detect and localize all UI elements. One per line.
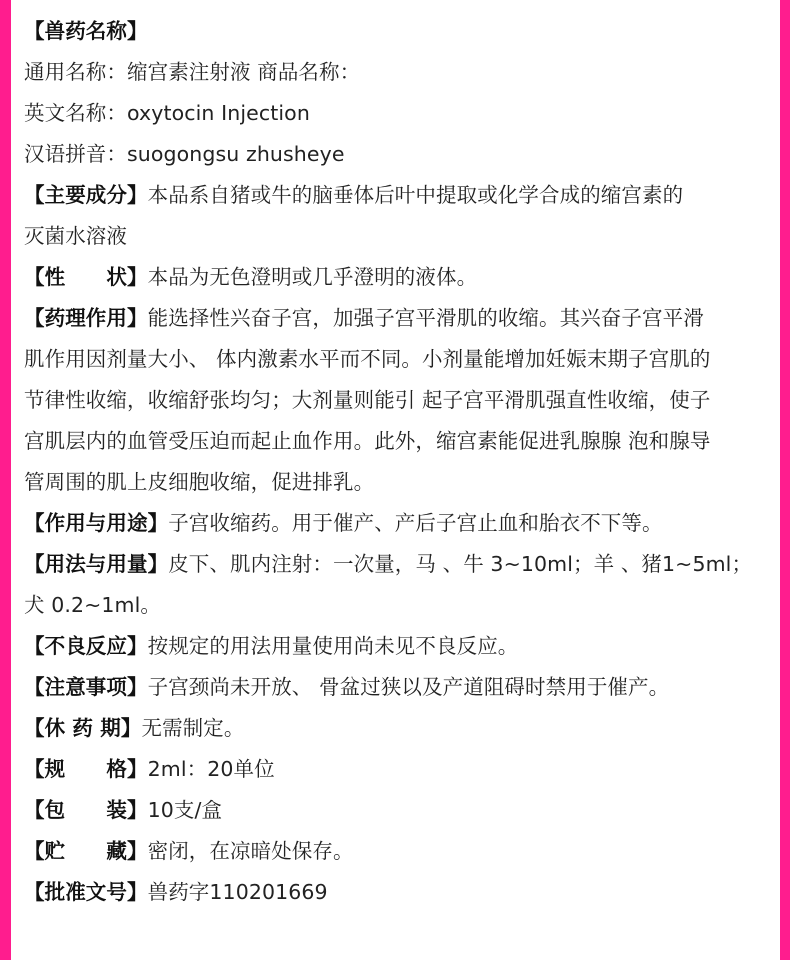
pinyin-label: 汉语拼音： [24,142,127,166]
storage-line [24,831,750,872]
indications-value: 子宫收缩药。用于催产、产后子宫止血和胎衣不下等。 [168,511,663,535]
english-name-label: 英文名称： [24,101,127,125]
composition-text-1: 本品系自猪或牛的脑垂体后叶中提取或化学合成的缩宫素的 [147,183,684,207]
pharmacology-text-4: 宫肌层内的血管受压迫而起止血作用。此外，缩宫素能促进乳腺腺 泡和腺导 [24,429,711,453]
appearance-value: 本品为无色澄明或几乎澄明的液体。 [147,265,478,289]
package-line [24,790,750,831]
withdrawal-line [24,708,750,749]
generic-name-value: 缩宫素注射液 商品名称： [127,60,361,84]
drug-instructions [24,11,753,913]
adverse-reactions-label: 【不良反应】 [24,634,148,658]
english-name-value: oxytocin Injection [127,101,310,125]
pharmacology-text-3: 节律性收缩，收缩舒张均匀；大剂量则能引 起子宫平滑肌强直性收缩，使子 [24,388,711,412]
precautions-line [24,667,750,708]
specification-label: 【规 格】 [24,757,148,781]
right-pink-border [780,0,790,960]
composition-line-1 [24,175,750,216]
generic-name-line [24,52,750,93]
appearance-line [24,257,750,298]
withdrawal-label: 【休 药 期】 [24,716,142,740]
indications-line [24,503,750,544]
pharmacology-line-5 [24,462,750,503]
storage-value: 密闭，在凉暗处保存。 [147,839,354,863]
pharmacology-text-2: 肌作用因剂量大小、 体内激素水平而不同。小剂量能增加妊娠末期子宫肌的 [24,347,711,371]
pharmacology-line-3 [24,380,750,421]
left-pink-border [0,0,11,960]
pharmacology-text-1: 能选择性兴奋子宫，加强子宫平滑肌的收缩。其兴奋子宫平滑 [147,306,704,330]
appearance-label: 【性 状】 [24,265,148,289]
english-name-line [24,93,750,134]
adverse-reactions-line [24,626,750,667]
package-label: 【包 装】 [24,798,148,822]
indications-label: 【作用与用途】 [24,511,169,535]
pharmacology-text-5: 管周围的肌上皮细胞收缩，促进排乳。 [24,470,375,494]
dosage-line-1 [24,544,753,585]
specification-value: 2ml：20单位 [147,757,275,781]
pinyin-value: suogongsu zhusheye [127,142,345,166]
section-title-line [24,11,750,52]
storage-label: 【贮 藏】 [24,839,148,863]
specification-line [24,749,750,790]
composition-label: 【主要成分】 [24,183,148,207]
dosage-label: 【用法与用量】 [24,552,169,576]
composition-line-2 [24,216,750,257]
pharmacology-label: 【药理作用】 [24,306,148,330]
dosage-text-2: 犬 0.2~1ml。 [24,593,162,617]
section-title: 【兽药名称】 [24,19,148,43]
adverse-reactions-value: 按规定的用法用量使用尚未见不良反应。 [147,634,519,658]
dosage-line-2 [24,585,750,626]
dosage-text-1: 皮下、肌内注射：一次量，马 、牛 3~10ml；羊 、猪1~5ml； [168,552,753,576]
package-value: 10支/盒 [147,798,223,822]
precautions-label: 【注意事项】 [24,675,148,699]
pinyin-line [24,134,750,175]
withdrawal-value: 无需制定。 [141,716,245,740]
generic-name-label: 通用名称： [24,60,127,84]
pharmacology-line-2 [24,339,750,380]
approval-line [24,872,750,913]
approval-label: 【批准文号】 [24,880,148,904]
approval-value: 兽药字110201669 [147,880,328,904]
pharmacology-line-1 [24,298,750,339]
pharmacology-line-4 [24,421,750,462]
precautions-value: 子宫颈尚未开放、 骨盆过狭以及产道阻碍时禁用于催产。 [147,675,670,699]
composition-text-2: 灭菌水溶液 [24,224,127,248]
